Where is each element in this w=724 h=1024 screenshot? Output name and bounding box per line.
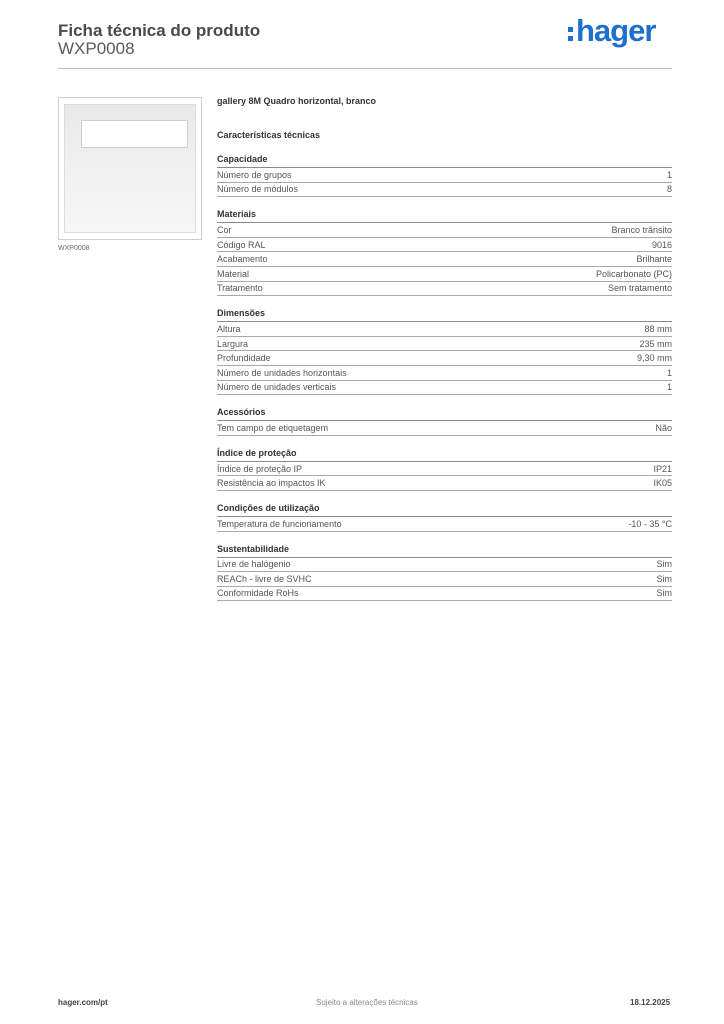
spec-label: Tem campo de etiquetagem (217, 422, 329, 433)
spec-content (217, 96, 672, 601)
spec-row (217, 223, 672, 238)
spec-label: REACh - livre de SVHC (217, 573, 312, 584)
spec-label: Largura (217, 338, 249, 349)
plate-opening (81, 120, 188, 148)
spec-section (217, 308, 672, 395)
spec-value: Branco trânsito (611, 224, 672, 235)
spec-value: 1 (666, 169, 672, 180)
spec-value: IP21 (653, 463, 672, 474)
spec-label: Número de grupos (217, 169, 292, 180)
spec-label: Resistência ao impactos IK (217, 478, 326, 489)
spec-label: Código RAL (217, 239, 266, 250)
spec-value: IK05 (653, 478, 672, 489)
product-code: WXP0008 (58, 39, 135, 58)
spec-value: 9,30 mm (636, 353, 672, 364)
spec-label: Altura (217, 323, 241, 334)
spec-value: Sem tratamento (607, 283, 672, 294)
spec-value: 9016 (651, 239, 672, 250)
tech-heading: Características técnicas (217, 130, 321, 140)
spec-label: Número de unidades verticais (217, 382, 337, 393)
spec-label: Tratamento (217, 283, 263, 294)
spec-row (217, 252, 672, 267)
section-title: Índice de proteção (217, 448, 672, 462)
section-title: Condições de utilização (217, 503, 672, 517)
spec-section (217, 503, 672, 532)
spec-label: Número de módulos (217, 184, 299, 195)
hager-logo (568, 14, 655, 48)
section-title: Materiais (217, 209, 672, 223)
spec-row (217, 238, 672, 253)
spec-row (217, 183, 672, 198)
spec-section (217, 407, 672, 436)
spec-row (217, 558, 672, 573)
spec-label: Temperatura de funcionamento (217, 518, 342, 529)
spec-value: 88 mm (644, 323, 672, 334)
spec-sections (217, 154, 672, 601)
page-title: Ficha técnica do produto (58, 21, 261, 40)
section-title: Acessórios (217, 407, 672, 421)
spec-value: -10 - 35 °C (628, 518, 672, 529)
spec-label: Número de unidades horizontais (217, 367, 347, 378)
spec-value: Sim (656, 559, 672, 570)
spec-row (217, 572, 672, 587)
spec-row (217, 366, 672, 381)
spec-value: Sim (656, 573, 672, 584)
header-divider (58, 68, 672, 69)
spec-row (217, 351, 672, 366)
spec-row (217, 421, 672, 436)
spec-label: Profundidade (217, 353, 271, 364)
spec-label: Cor (217, 224, 232, 235)
spec-value: Policarbonato (PC) (595, 268, 672, 279)
spec-label: Material (217, 268, 250, 279)
spec-value: 235 mm (639, 338, 672, 349)
section-title: Dimensões (217, 308, 672, 322)
product-image (58, 97, 202, 240)
footer-date: 18.12.2025 (630, 998, 671, 1007)
spec-row (217, 517, 672, 532)
spec-label: Conformidade RoHs (217, 588, 299, 599)
spec-label: Índice de proteção IP (217, 463, 303, 474)
spec-label: Acabamento (217, 254, 268, 265)
spec-row (217, 587, 672, 602)
spec-row (217, 282, 672, 297)
section-title: Capacidade (217, 154, 672, 168)
spec-row (217, 381, 672, 396)
spec-row (217, 322, 672, 337)
spec-section (217, 544, 672, 602)
spec-value: 1 (666, 382, 672, 393)
spec-label: Livre de halógenio (217, 559, 291, 570)
spec-section (217, 448, 672, 491)
footer-website: hager.com/pt (58, 998, 108, 1007)
logo-wordmark: hager (576, 13, 656, 48)
spec-row (217, 337, 672, 352)
spec-value: 8 (666, 184, 672, 195)
image-caption: WXP0008 (58, 245, 90, 252)
spec-row (217, 476, 672, 491)
spec-section (217, 209, 672, 296)
spec-row (217, 462, 672, 477)
spec-value: Não (655, 422, 672, 433)
spec-row (217, 168, 672, 183)
spec-value: Brilhante (636, 254, 672, 265)
spec-value: Sim (656, 588, 672, 599)
spec-section (217, 154, 672, 197)
spec-value: 1 (666, 367, 672, 378)
footer-notice: Sujeito a alterações técnicas (316, 998, 418, 1007)
cover-plate-illustration (64, 104, 196, 233)
section-title: Sustentabilidade (217, 544, 672, 558)
spec-row (217, 267, 672, 282)
logo-dots-icon (568, 27, 573, 41)
product-name: gallery 8M Quadro horizontal, branco (217, 96, 377, 106)
